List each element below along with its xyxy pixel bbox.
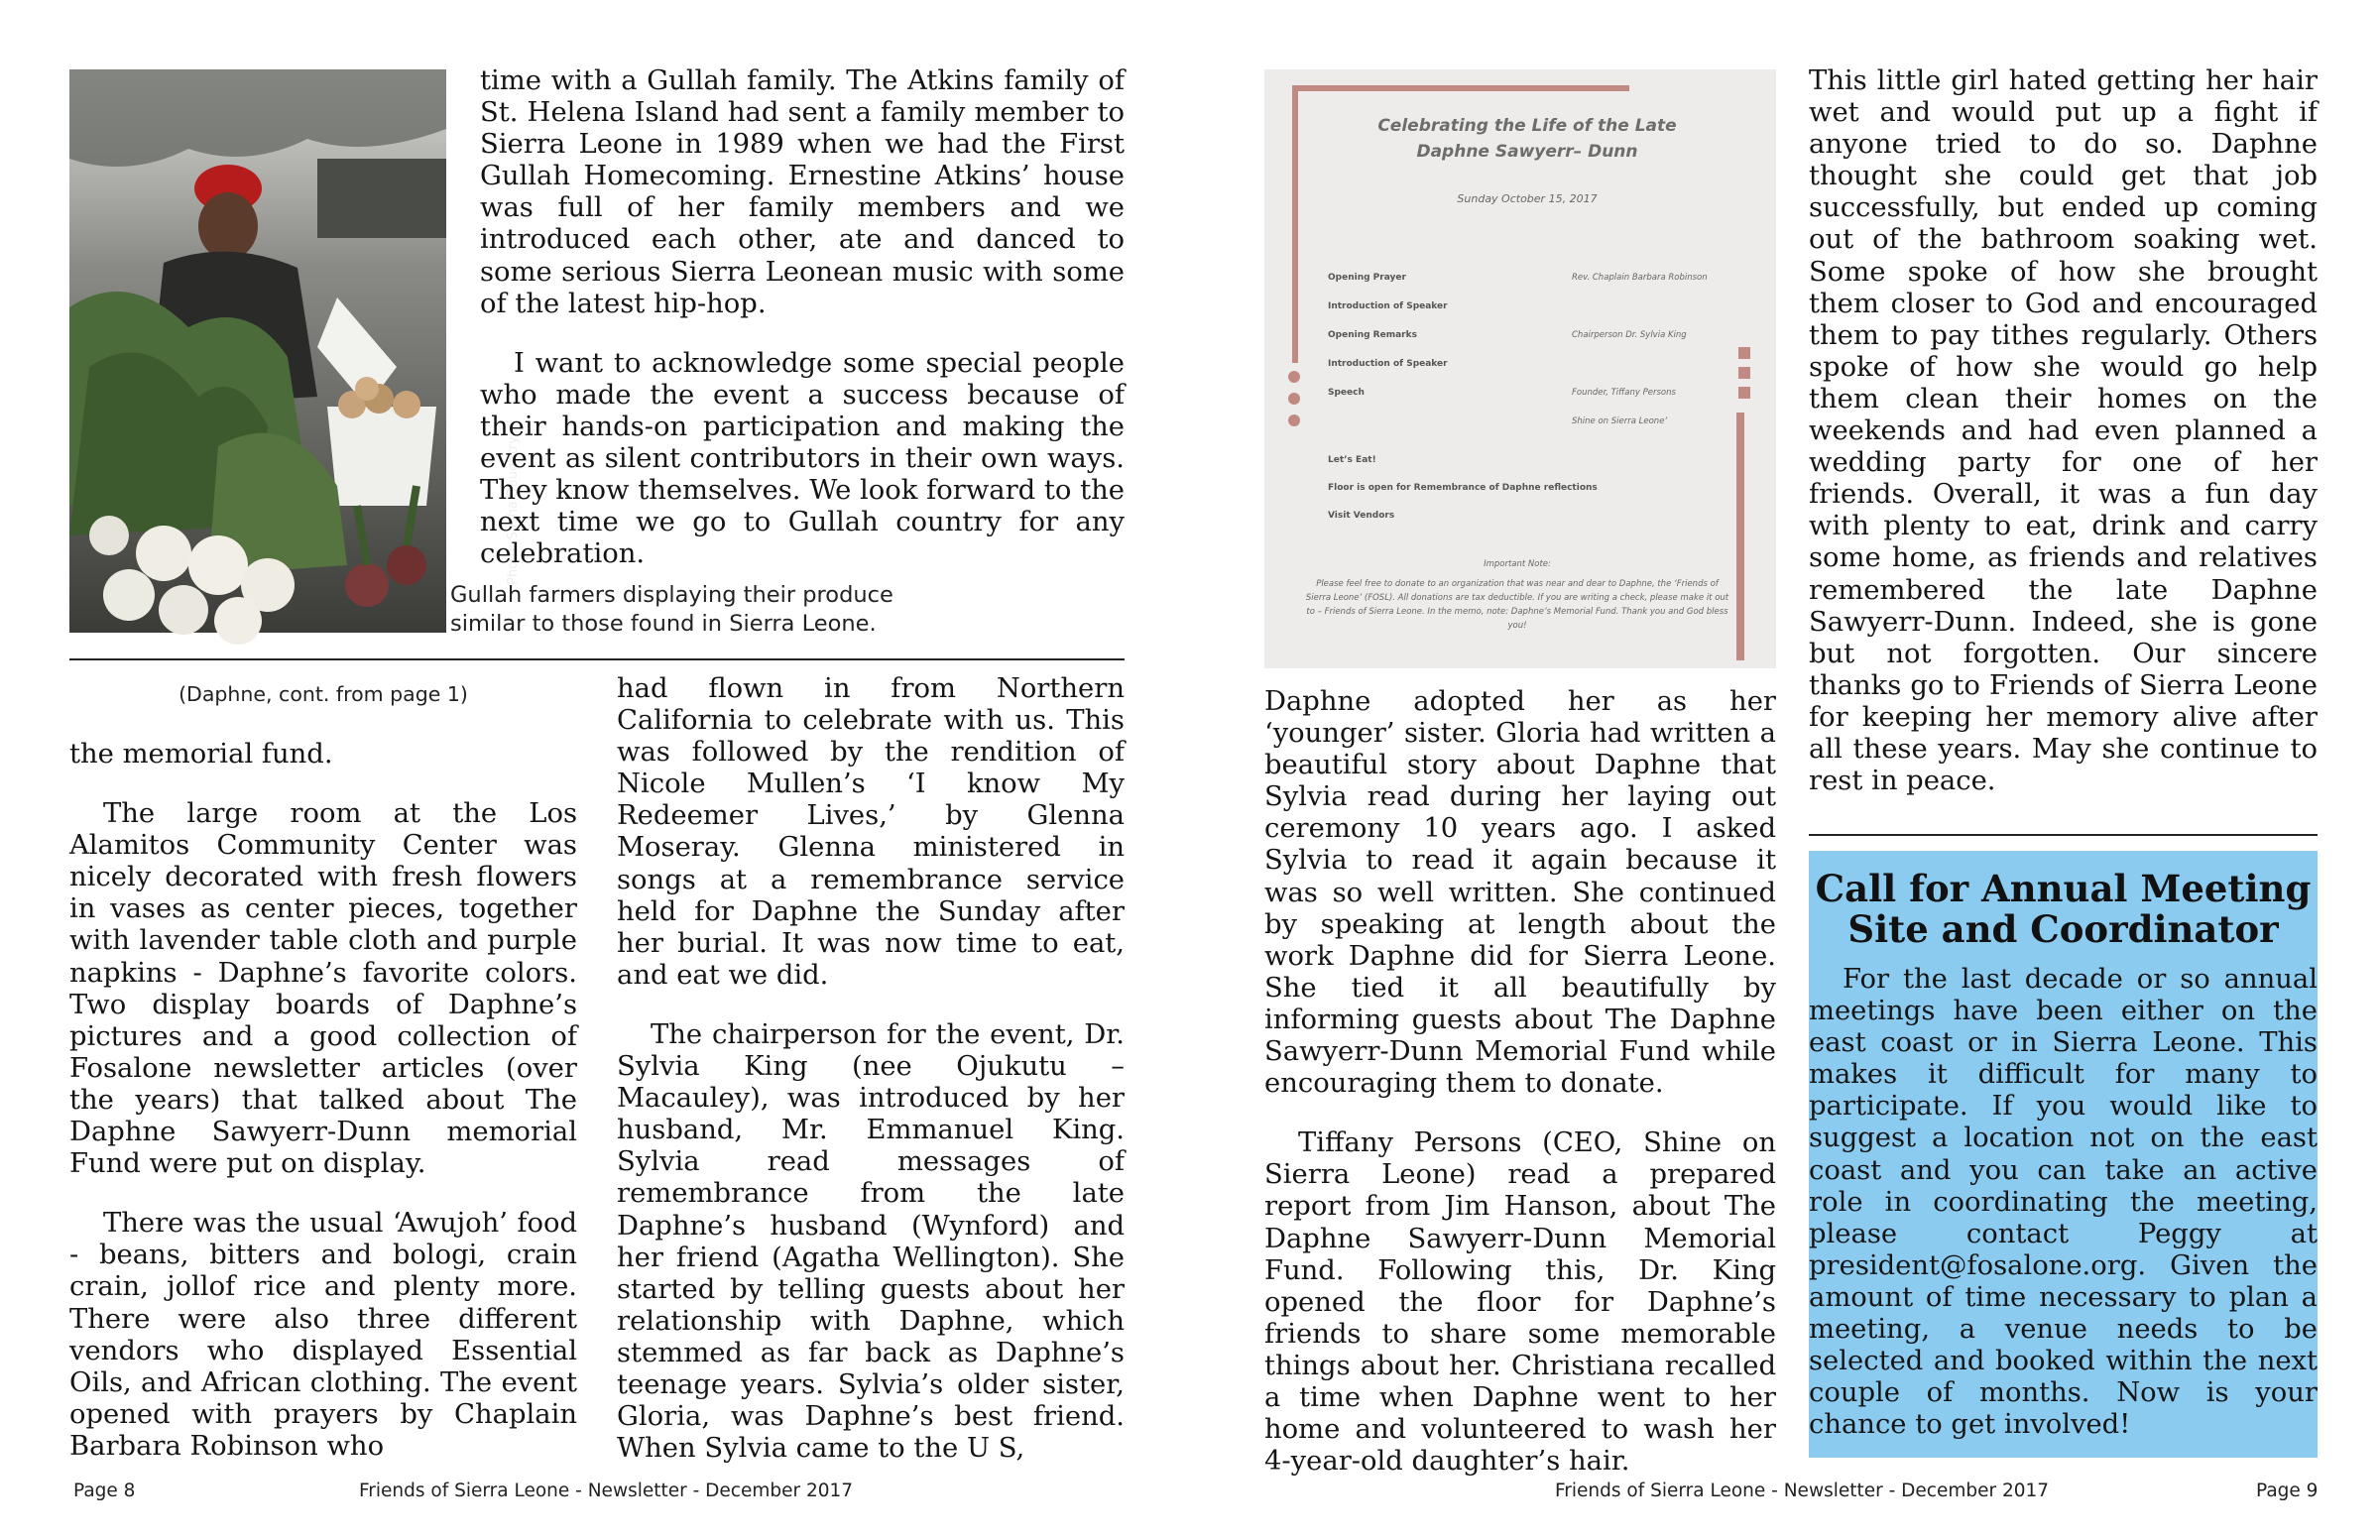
- program-lets-eat: Let’s Eat!: [1328, 455, 1376, 465]
- callout-title-line: Site and Coordinator: [1847, 907, 2279, 951]
- callout-divider: [1809, 834, 2318, 836]
- program-item-who: [1572, 350, 1708, 379]
- program-speech-org: Shine on Sierra Leone’: [1572, 416, 1668, 426]
- gullah-farmer-photo: [69, 69, 521, 633]
- article-paragraph: the memorial fund.: [69, 739, 333, 770]
- footer-title-left: Friends of Sierra Leone - Newsletter - December 2017: [359, 1481, 854, 1501]
- program-note-heading: Important Note:: [1484, 559, 1551, 569]
- program-date: Sunday October 15, 2017: [1457, 192, 1598, 205]
- photo-credit: Photo: Sasha Daughtry: [506, 436, 521, 585]
- photo-caption: Gullah farmers displaying their produce similar to those found in Sierra Leone.: [450, 582, 893, 637]
- program-item-who: Rev. Chaplain Barbara Robinson: [1572, 273, 1708, 283]
- left-top-article: [480, 65, 1125, 570]
- footer-title-right: Friends of Sierra Leone - Newsletter - December 2017: [1555, 1481, 2050, 1501]
- section-divider: [69, 658, 1125, 660]
- program-honoree: Daphne Sawyerr– Dunn: [1416, 142, 1638, 162]
- program-title: Celebrating the Life of the Late: [1377, 116, 1677, 136]
- program-floor-open: Floor is open for Remembrance of Daphne reflections: [1328, 483, 1598, 493]
- program-item-label: Introduction of Speaker: [1328, 301, 1448, 311]
- article-paragraph: had flown in from Northern California to celebrate with us. This was followed by the rendition of Nicole Mullen’s ‘I know My Redeemer Lives,’ by Glenna Moseray. Glenna ministered in songs at a remembrance service held for Daphne the Sunday after her burial. It was now time to eat, and eat we did.: [617, 673, 1125, 991]
- program-item-label: Opening Remarks: [1328, 330, 1417, 340]
- program-item-label: Opening Prayer: [1328, 273, 1406, 283]
- program-item-who: Founder, Tiffany Persons: [1572, 388, 1676, 398]
- page-number-left: Page 8: [73, 1481, 136, 1501]
- article-paragraph: Daphne adopted her as her ‘younger’ sister. Gloria had written a beautiful story about Daphne that Sylvia read during her laying out ceremony 10 years ago. I asked Sylvia to read it again because it was so well written. She continued by speaking at length about the work Daphne did for Sierra Leone. She tied it all beautifully by informing guests about The Daphne Sawyerr-Dunn Memorial Fund while encouraging them to donate.: [1264, 686, 1776, 1100]
- right-column-1: [1264, 686, 1776, 1478]
- right-column-2: [1809, 65, 2318, 797]
- program-item-label: Introduction of Speaker: [1328, 359, 1448, 369]
- program-visit-vendors: Visit Vendors: [1328, 511, 1395, 521]
- callout-title: [1809, 869, 2318, 950]
- continued-note: (Daphne, cont. from page 1): [178, 682, 468, 706]
- annual-meeting-callout: [1809, 851, 2318, 1458]
- left-column-2: [617, 673, 1125, 1465]
- article-paragraph: There was the usual ‘Awujoh’ food - beans, bitters and bologi, crain crain, jollof rice and plenty more. There were also three different vendors who displayed Essential Oils, and African clothing. The event opened with prayers by Chaplain Barbara Robinson who: [69, 1208, 577, 1462]
- program-item-who: [1572, 293, 1708, 321]
- photo-illustration: [69, 69, 446, 633]
- article-paragraph: This little girl hated getting her hair wet and would put up a fight if anyone tried to do so. Daphne thought she could get that job successfully, but ended up coming out of the bathroom soaking wet. Some spoke of how she brought them closer to God and encouraged them to pay tithes regularly. Others spoke of how she would go help them clean their homes on the weekends and had even planned a wedding party for one of her friends. Overall, it was a fun day with plenty to eat, drink and carry some home, as friends and relatives remembered the late Daphne Sawyerr-Dunn. Indeed, she is gone but not forgotten. Our sincere thanks go to Friends of Sierra Leone for keeping her memory alive after all these years. May she continue to rest in peace.: [1809, 65, 2318, 797]
- left-column-1: [69, 739, 577, 1463]
- article-paragraph: Tiffany Persons (CEO, Shine on Sierra Leone) read a prepared report from Jim Hanson, about The Daphne Sawyerr-Dunn Memorial Fund. Following this, Dr. King opened the floor for Daphne’s friends to share some memorable things about her. Christiana recalled a time when Daphne went to her home and volunteered to wash her 4-year-old daughter’s hair.: [1264, 1127, 1776, 1478]
- article-paragraph: The large room at the Los Alamitos Community Center was nicely decorated with fresh flowers in vases as center pieces, together with lavender table cloth and purple napkins - Daphne’s favorite colors. Two display boards of Daphne’s pictures and a good collection of Fosalone newsletter articles (over the years) that talked about The Daphne Sawyerr-Dunn memorial Fund were put on display.: [69, 798, 577, 1180]
- article-paragraph: I want to acknowledge some special people who made the event a success because of their hands-on participation and making the event as silent contributors in their own ways. They know themselves. We look forward to the next time we go to Gullah country for any celebration.: [480, 347, 1125, 570]
- article-paragraph: The chairperson for the event, Dr. Sylvia King (nee Ojukutu –Macauley), was introduced by her husband, Mr. Emmanuel King. Sylvia read messages of remembrance from the late Daphne’s husband (Wynford) and her friend (Agatha Wellington). She started by telling guests about her relationship with Daphne, which stemmed as far back as Daphne’s teenage years. Sylvia’s older sister, Gloria, was Daphne’s best friend. When Sylvia came to the U S,: [617, 1018, 1125, 1465]
- program-item-label: Speech: [1328, 388, 1365, 398]
- program-note-body: Please feel free to donate to an organization that was near and dear to Daphne, the ‘Friends of Sierra Leone’ (FOSL). All donations are tax deductible. If you are writing a check, please make it out to – Friends of Sierra Leone. In the memo, note: Daphne’s Memorial Fund. Thank you and God bless you!: [1305, 579, 1729, 631]
- program-item-who: Chairperson Dr. Sylvia King: [1572, 330, 1687, 340]
- callout-title-line: Call for Annual Meeting: [1815, 867, 2312, 910]
- article-paragraph: time with a Gullah family. The Atkins family of St. Helena Island had sent a family member to Sierra Leone in 1989 when we had the First Gullah Homecoming. Ernestine Atkins’ house was full of her family members and we introduced each other, ate and danced to some serious Sierra Leonean music with some of the latest hip-hop.: [480, 65, 1125, 319]
- page-number-right: Page 9: [2256, 1481, 2319, 1501]
- callout-body: For the last decade or so annual meetings have been either on the east coast or in Sierra Leone. This makes it difficult for many to participate. If you would like to suggest a location not on the east coast and you can take an active role in coordinating the meeting, please contact Peggy at president@fosalone.org. Given the amount of time necessary to plan a meeting, a venue needs to be selected and booked within the next couple of months. Now is your chance to get involved!: [1809, 964, 2318, 1441]
- event-program-image: [1264, 69, 1776, 668]
